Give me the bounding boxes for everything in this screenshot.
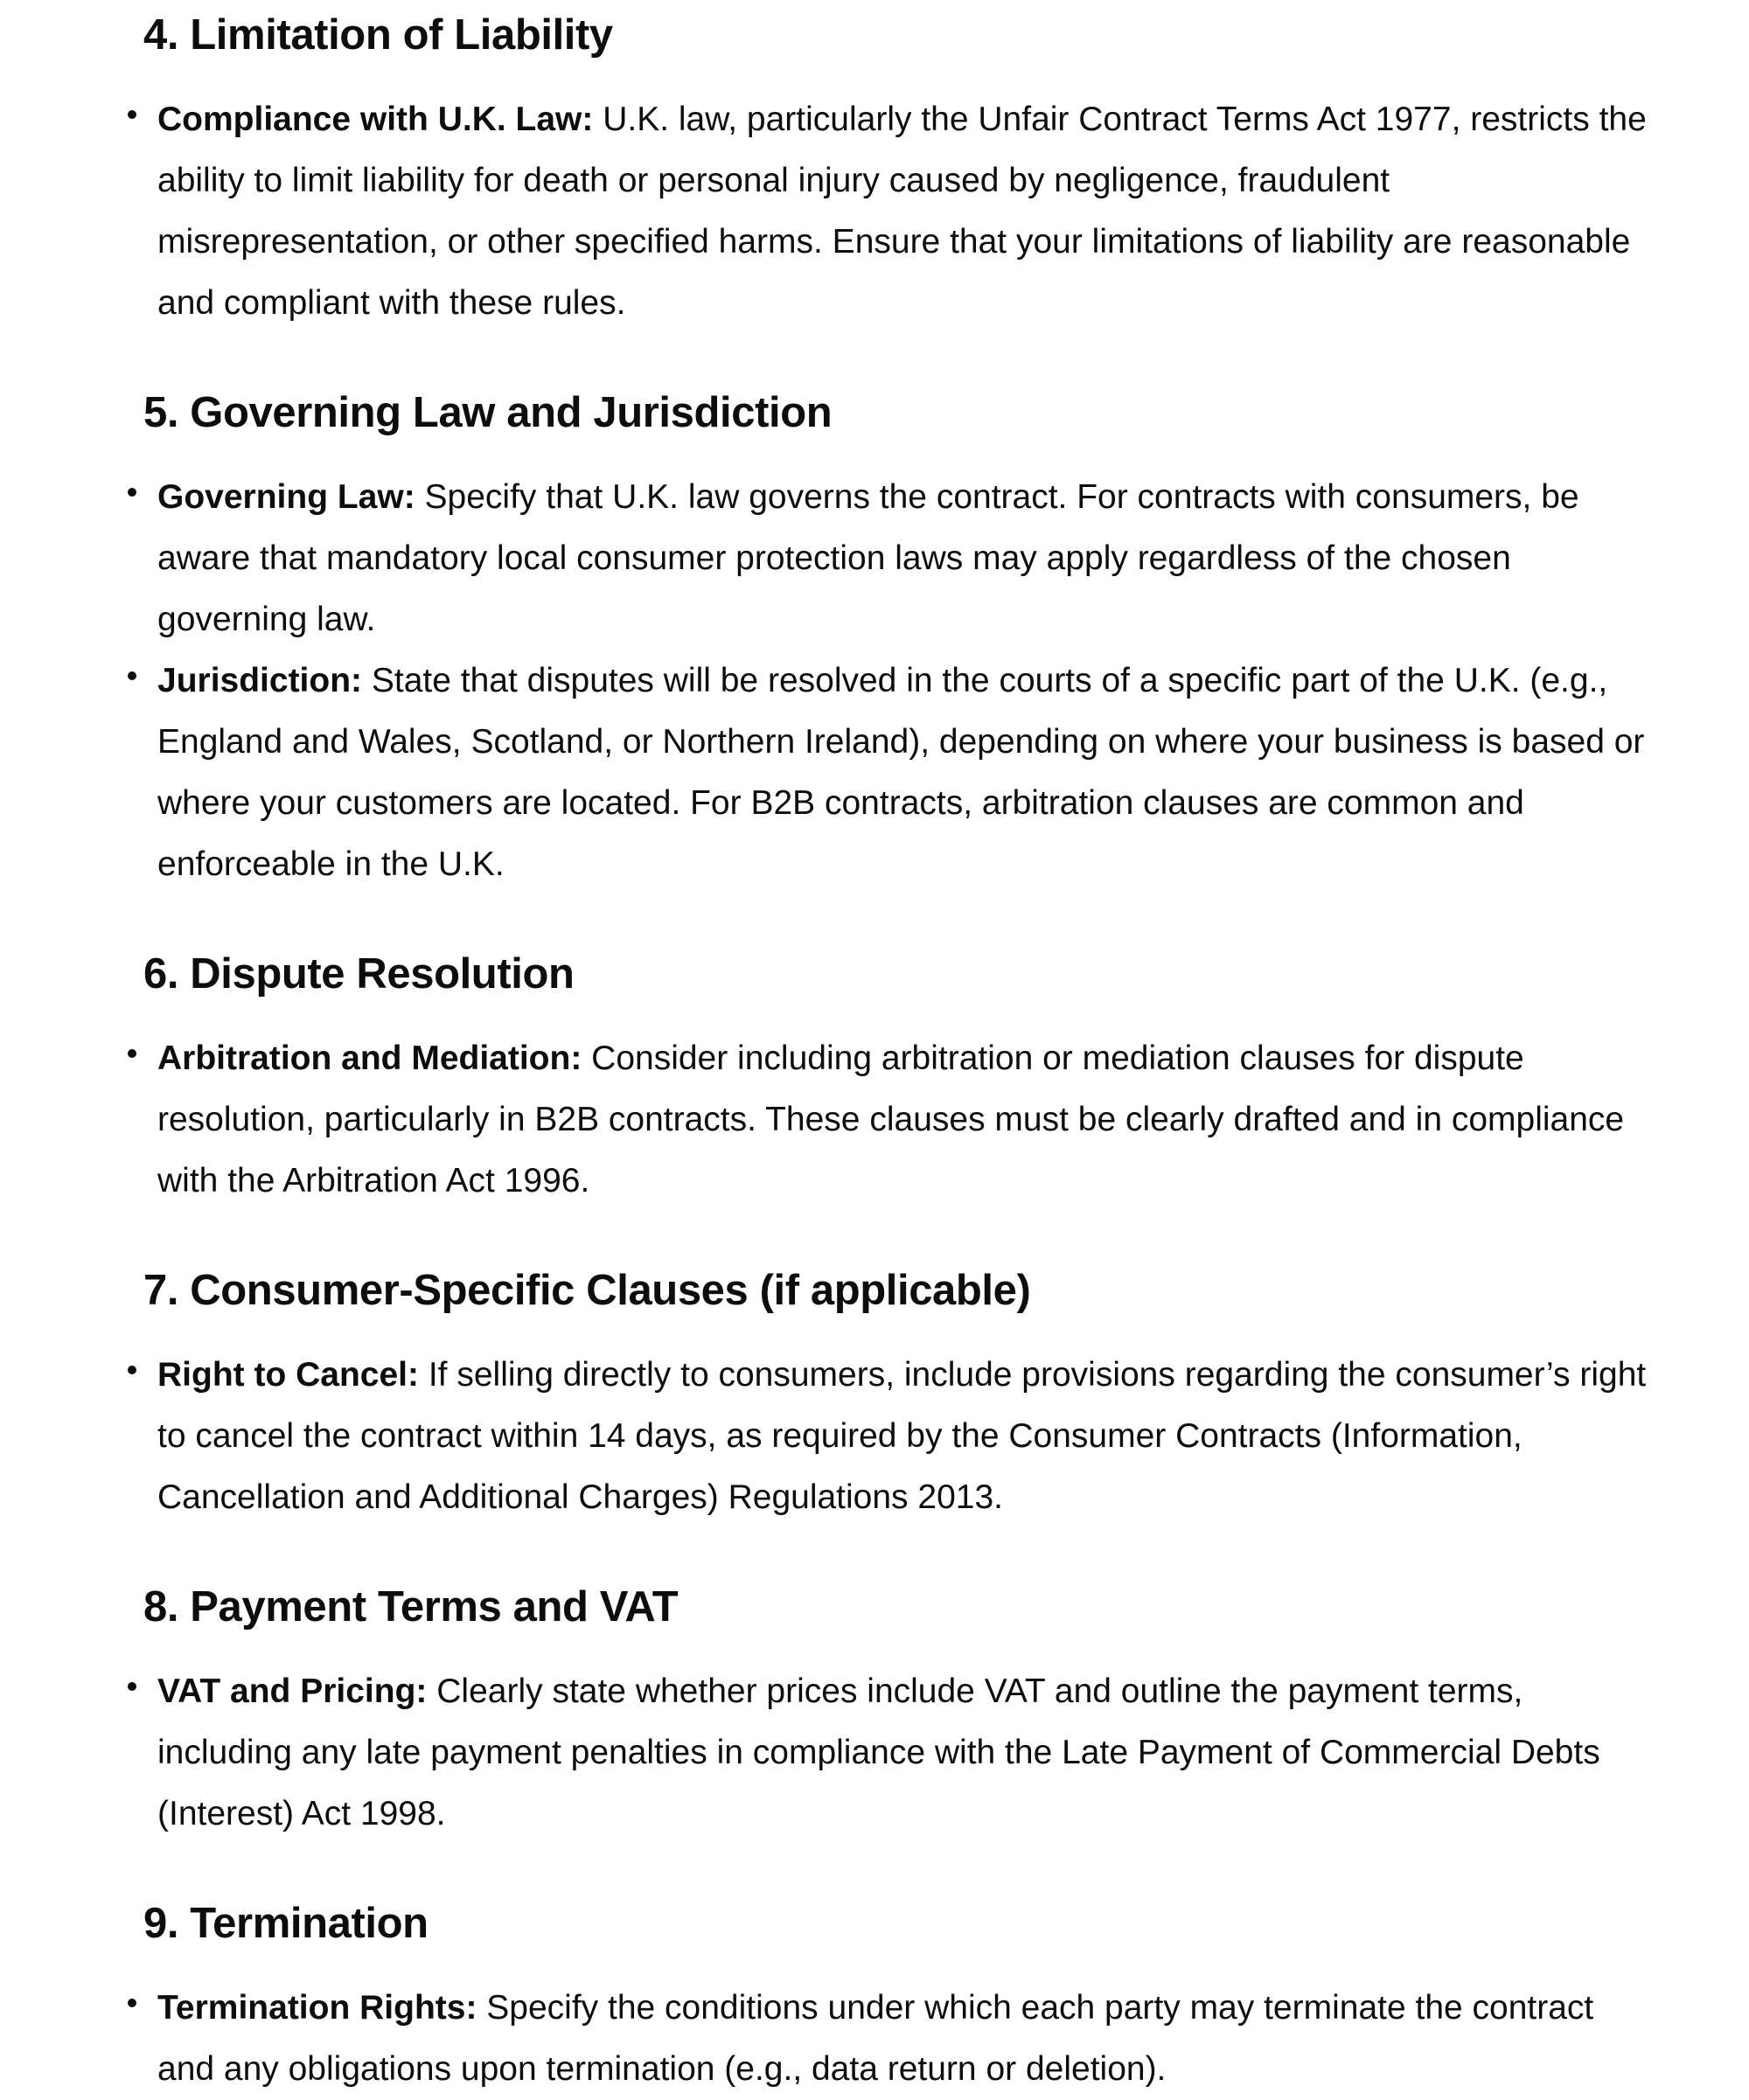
section-limitation-of-liability [143, 7, 1648, 334]
bullet-label: Compliance with U.K. Law: [157, 101, 594, 138]
section-governing-law-and-jurisdiction [143, 385, 1648, 895]
document-content [143, 7, 1648, 2100]
bullet-text: Specify that U.K. law governs the contract. For contracts with consumers, be aware that mandatory local consumer protection laws may apply regardless of the chosen governing law. [157, 478, 1579, 638]
bullet-list [143, 1978, 1648, 2100]
bullet-text: U.K. law, particularly the Unfair Contract Terms Act 1977, restricts the ability to limit liability for death or personal injury caused by negligence, fraudulent misrepresentation, or other specified harms. Ensure that your limitations of liability are reasonable and compliant with these rules. [157, 101, 1647, 322]
bullet-text: If selling directly to consumers, include provisions regarding the consumer’s right to cancel the contract within 14 days, as required by the Consumer Contracts (Information, Cancellation and Additional Charges) Regulations 2013. [157, 1356, 1647, 1516]
section-heading: 9. Termination [143, 1900, 429, 1947]
bullet-label: Governing Law: [157, 478, 415, 516]
bullet-list [143, 1661, 1648, 1845]
section-termination [143, 1895, 1648, 2100]
bullet-label: Jurisdiction: [157, 662, 363, 699]
bullet-item-arbitration-and-mediation [143, 1028, 1648, 1212]
bullet-label: Termination Rights: [157, 1989, 477, 2027]
section-heading: 8. Payment Terms and VAT [143, 1583, 679, 1631]
bullet-text: Clearly state whether prices include VAT and outline the payment terms, including any late payment penalties in compliance with the Late Payment of Commercial Debts (Interest) Act 1998. [157, 1672, 1600, 1832]
section-heading: 4. Limitation of Liability [143, 11, 613, 59]
bullet-list [143, 89, 1648, 334]
bullet-list [143, 1345, 1648, 1528]
bullet-label: Right to Cancel: [157, 1356, 419, 1394]
bullet-item-jurisdiction [143, 650, 1648, 895]
bullet-label: VAT and Pricing: [157, 1672, 428, 1710]
section-dispute-resolution [143, 946, 1648, 1212]
section-heading: 7. Consumer-Specific Clauses (if applicable) [143, 1267, 1031, 1314]
bullet-text: State that disputes will be resolved in the courts of a specific part of the U.K. (e.g., England and Wales, Scotland, or Northern Ireland), depending on where your business is based or where your customers are located. For B2B contracts, arbitration clauses are common and enforceable in the U.K. [157, 662, 1645, 883]
bullet-text: Specify the conditions under which each party may terminate the contract and any obligations upon termination (e.g., data return or deletion). [157, 1989, 1594, 2088]
bullet-label: Arbitration and Mediation: [157, 1040, 582, 1077]
bullet-item-governing-law [143, 467, 1648, 650]
bullet-item-vat-and-pricing [143, 1661, 1648, 1845]
bullet-list [143, 467, 1648, 895]
section-heading: 5. Governing Law and Jurisdiction [143, 389, 833, 436]
bullet-item-right-to-cancel [143, 1345, 1648, 1528]
bullet-list [143, 1028, 1648, 1212]
bullet-item-termination-rights [143, 1978, 1648, 2100]
bullet-text: Consider including arbitration or mediation clauses for dispute resolution, particularly in B2B contracts. These clauses must be clearly drafted and in compliance with the Arbitration Act 1996. [157, 1040, 1625, 1200]
section-heading: 6. Dispute Resolution [143, 950, 575, 998]
section-payment-terms-and-vat [143, 1579, 1648, 1845]
bullet-item-compliance-with-uk-law [143, 89, 1648, 334]
section-consumer-specific-clauses [143, 1262, 1648, 1528]
